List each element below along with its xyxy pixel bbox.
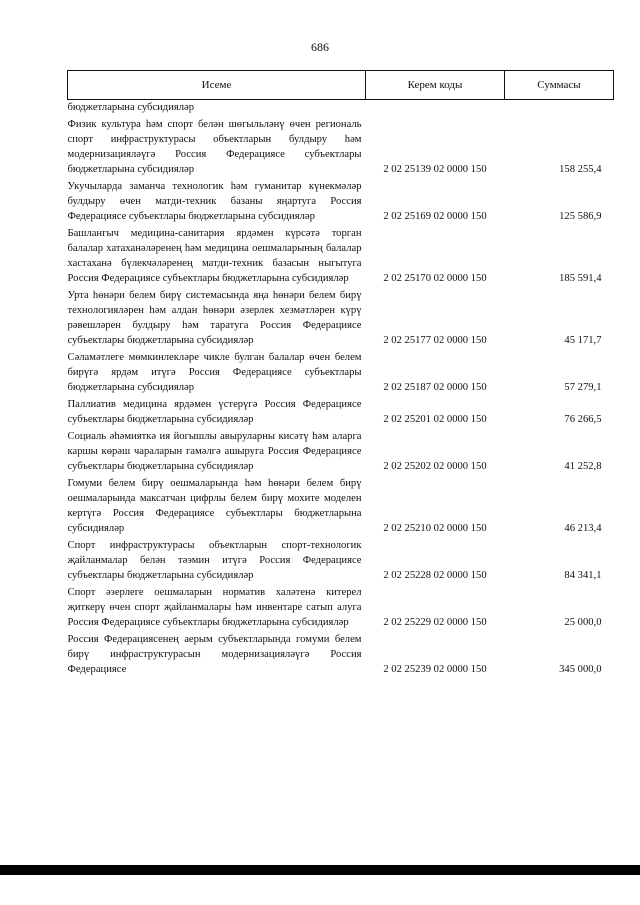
row-name: Гомуми белем бирү оешмаларында һәм һөнәри белем бирү оешмаларында максатчан цифрлы белем бирү мохите моделен кертүгә Россия Федерациясе субъектлары бюджетларына субсидияләр — [67, 478, 362, 534]
table-header-row — [68, 71, 614, 100]
row-amount — [505, 100, 614, 118]
row-name: Сәламәтлеге мөмкинлекләре чикле булган балалар өчен белем бирүгә ярдәм итүгә Россия Федерациясе субъектлары бюджетларына субсидияләр — [67, 352, 362, 393]
row-amount: 25 000,0 — [564, 617, 602, 628]
row-amount: 45 171,7 — [564, 335, 602, 346]
row-code: 2 02 25239 02 0000 150 — [383, 664, 487, 675]
header-code: Керем коды — [366, 71, 505, 100]
row-name: Урта һөнәри белем бирү системасында яңа һөнәри белем бирү технологияләрен һәм алдан һөнәри әзерлек хезмәтләрен күрү рәвешләрен булдыру һәм таратуга Россия Федерациясе субъектлары бюджетларына субсидияләр — [67, 290, 362, 346]
row-code: 2 02 25228 02 0000 150 — [383, 570, 487, 581]
row-code: 2 02 25170 02 0000 150 — [383, 273, 487, 284]
row-name: Укучыларда заманча технологик һәм гуманитар күнекмәләр булдыру өчен матди-техник базаны яңартуга Россия Федерациясе субъектлары бюджетларына субсидияләр — [67, 181, 362, 222]
table-row — [68, 226, 614, 288]
row-amount: 185 591,4 — [559, 273, 602, 284]
row-name: Социаль әһәмияткә ия йогышлы авыруларны кисәтү һәм аларга каршы көрәш чараларын гамәлгә ашыруга Россия Федерациясе субъектлары бюджетларына субсидияләр — [67, 431, 362, 472]
table-row — [68, 585, 614, 632]
table-row — [68, 100, 614, 118]
table-row — [68, 179, 614, 226]
table-row — [68, 429, 614, 476]
table-row — [68, 397, 614, 429]
row-code: 2 02 25169 02 0000 150 — [383, 211, 487, 222]
table-row — [68, 538, 614, 585]
row-code — [366, 100, 505, 118]
row-name: бюджетларына субсидияләр — [67, 102, 195, 113]
header-name: Исеме — [68, 71, 366, 100]
page-number: 686 — [311, 40, 329, 54]
row-code: 2 02 25210 02 0000 150 — [383, 523, 487, 534]
row-amount: 158 255,4 — [559, 164, 602, 175]
row-code: 2 02 25201 02 0000 150 — [383, 414, 487, 425]
header-amount: Суммасы — [505, 71, 614, 100]
row-name: Россия Федерациясенең аерым субъектларында гомуми белем бирү инфраструктурасын модернизацияләүгә Россия Федерациясе — [67, 634, 362, 675]
row-name: Спорт әзерлеге оешмаларын норматив халәтенә китерел җиткерү өчен спорт җайланмалары һәм инвентаре сатып алуга Россия Федерациясе субъектлары бюджетларына субсидияләр — [67, 587, 362, 628]
row-name: Спорт инфраструктурасы объектларын спорт-технологик җайланмалар белән тәэмин итүгә Россия Федерациясе субъектлары бюджетларына субсидияләр — [67, 540, 362, 581]
row-code: 2 02 25229 02 0000 150 — [383, 617, 487, 628]
row-code: 2 02 25139 02 0000 150 — [383, 164, 487, 175]
row-code: 2 02 25177 02 0000 150 — [383, 335, 487, 346]
row-amount: 41 252,8 — [564, 461, 602, 472]
row-amount: 46 213,4 — [564, 523, 602, 534]
scan-border — [0, 865, 640, 875]
row-code: 2 02 25187 02 0000 150 — [383, 382, 487, 393]
table-row — [68, 350, 614, 397]
row-amount: 345 000,0 — [559, 664, 602, 675]
row-amount: 76 266,5 — [564, 414, 602, 425]
row-amount: 84 341,1 — [564, 570, 602, 581]
row-name: Паллиатив медицина ярдәмен үстерүгә Россия Федерациясе субъектлары бюджетларына субсидияләр — [67, 399, 362, 425]
budget-table — [67, 70, 614, 679]
row-name: Башлангыч медицина-санитария ярдәмен күрсәтә торган балалар хатаханәләренең һәм медицина оешмаларының балалар хастаханә бүлекчәләренең матди-техник базасын ныгытуга Россия Федерациясе субъектлары бюджетларына субсидияләр — [67, 228, 362, 284]
row-name: Физик культура һәм спорт белән шөгыльләнү өчен региональ спорт инфраструктурасы объектларын булдыру һәм модернизацияләүгә Россия Федерациясе субъектлары бюджетларына субсидияләр — [67, 119, 362, 175]
row-amount: 57 279,1 — [564, 382, 602, 393]
row-amount: 125 586,9 — [559, 211, 602, 222]
table-row — [68, 117, 614, 179]
row-code: 2 02 25202 02 0000 150 — [383, 461, 487, 472]
table-row — [68, 288, 614, 350]
table-row — [68, 476, 614, 538]
table-row — [68, 632, 614, 679]
